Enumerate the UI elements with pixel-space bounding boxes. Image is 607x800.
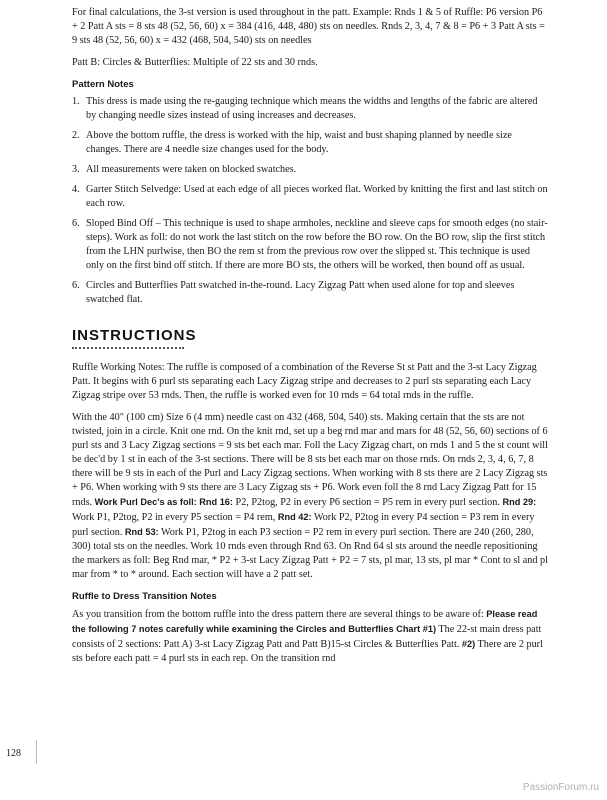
intro-patt-b: Patt B: Circles & Butterflies: Multiple of 22 sts and 30 rnds. [72,57,318,68]
note-item: 3. All measurements were taken on blocked swatches. [72,164,297,175]
note-item: 6. Circles and Butterflies Patt swatched in-the-round. Lacy Zigzag Patt when used alone for top and sleeves swatched flat. [72,280,515,305]
folio-divider [36,740,37,764]
page-number: 128 [6,748,21,759]
transition-notes-heading: Ruffle to Dress Transition Notes [72,591,217,602]
pattern-notes-list [72,95,548,307]
watermark: PassionForum.ru [522,782,599,793]
note-item: 4. Garter Stitch Selvedge: Used at each edge of all pieces worked flat. Worked by knitting the first and last stitch on each row. [72,184,548,209]
note-item: 2. Above the bottom ruffle, the dress is worked with the hip, waist and bust shaping planned by needle size changes. There are 4 needle size changes used for the body. [72,130,512,155]
pattern-notes-heading: Pattern Notes [72,79,134,90]
transition-paragraph: As you transition from the bottom ruffle into the dress pattern there are several things to be aware of: Please read the following 7 notes carefully while examining the Circles and Butterflies Chart #1) The 22-st main dress patt consists of 2 sections: Patt A) 3-st Lacy Zigzag Patt and Patt B)15-st Circles & Butterflies Patt. #2) There are 2 purl sts before each patt = 4 purl sts in each rep. On the transition rnd [72,609,543,664]
intro-paragraph: For final calculations, the 3-st version is used throughout in the patt. Example: Rnds 1 & 5 of Ruffle: P6 version P6 + 2 Patt A sts = 8 sts 48 (52, 56, 60) x = 384 (416, 448, 480) sts on needles. Rnds 2, 3, 4, 7 & 8 = P6 + 3 Patt A sts = 9 sts 48 (52, 56, 60) x = 432 (468, 504, 540) sts on needles [72,7,545,46]
note-item: 1. This dress is made using the re-gauging technique which means the widths and lengths of the fabric are altered by changing needle sizes instead of using increases and decreases. [72,96,538,121]
title-dotted-rule [72,345,184,349]
page-body [72,6,548,674]
note-item: 6. Sloped Bind Off – This technique is used to shape armholes, neckline and sleeve caps for smooth edges (no stair-steps). Work as foll: do not work the last stitch on the row before the BO row. On the BO row, slip the first stitch from the LHN purlwise, then BO the rem st from the previous row over the slipped st. This technique is used only on the first bind off stitch. If there are more BO sts, the others will be worked, then bound off as usual. [72,218,548,271]
instructions-title: INSTRUCTIONS [72,327,197,344]
ruffle-working-notes: Ruffle Working Notes: The ruffle is composed of a combination of the Reverse St st Patt and the 3-st Lacy Zigzag Patt. It begins with 6 purl sts separating each Lacy Zigzag stripe and decreases to 2 purl sts separating each Lacy Zigzag stripe over 53 rnds. Then, the ruffle is worked even for 10 rnds = 64 total rnds in the ruffle. [72,362,537,401]
cast-on-paragraph: With the 40" (100 cm) Size 6 (4 mm) needle cast on 432 (468, 504, 540) sts. Making certain that the sts are not twisted, join in a circle. Knit one rnd. On the knit rnd, set up a beg rnd mar and mars for 48 (52, 56, 60) sections of 6 purl sts and 3 Lacy Zigzag sections = 9 sts bet each mar. Foll the Lacy Zigzag chart, on rnds 1 and 5 the st count will be dec'd by 1 st in each of the 3-st sections. There will be 8 sts bet each mar on those rnds. On rnds 2, 3, 4, 6, 7, 8 there will be 9 sts in each of the Purl and Lacy Zigzag sections. When working with 8 sts there are 2 Lacy Zigzag sts + P6. When working with 9 sts there are 3 Lacy Zigzag sts + P6. Work even foll the 8 rnd Lacy Zigzag Patt for 15 rnds. Work Purl Dec's as foll: Rnd 16: P2, P2tog, P2 in every P6 section = P5 rem in every purl section. Rnd 29: Work P1, P2tog, P2 in every P5 section = P4 rem, Rnd 42: Work P2, P2tog in every P4 section = P3 rem in every purl section. Rnd 53: Work P1, P2tog in each P3 section = P2 rem in every purl section. There are 240 (260, 280, 300) total sts on the needles. Work 10 rnds even through Rnd 63. On Rnd 64 sl sts around the needle repositioning the markers as foll: Beg Rnd mar, * P2 + 3-st Lacy Zigzag Patt + P2 = 7 sts, pl mar, 13 sts, pl mar * Cont to sl and pl mar from * to * around. Each section will have a 2 patt set. [72,412,548,580]
